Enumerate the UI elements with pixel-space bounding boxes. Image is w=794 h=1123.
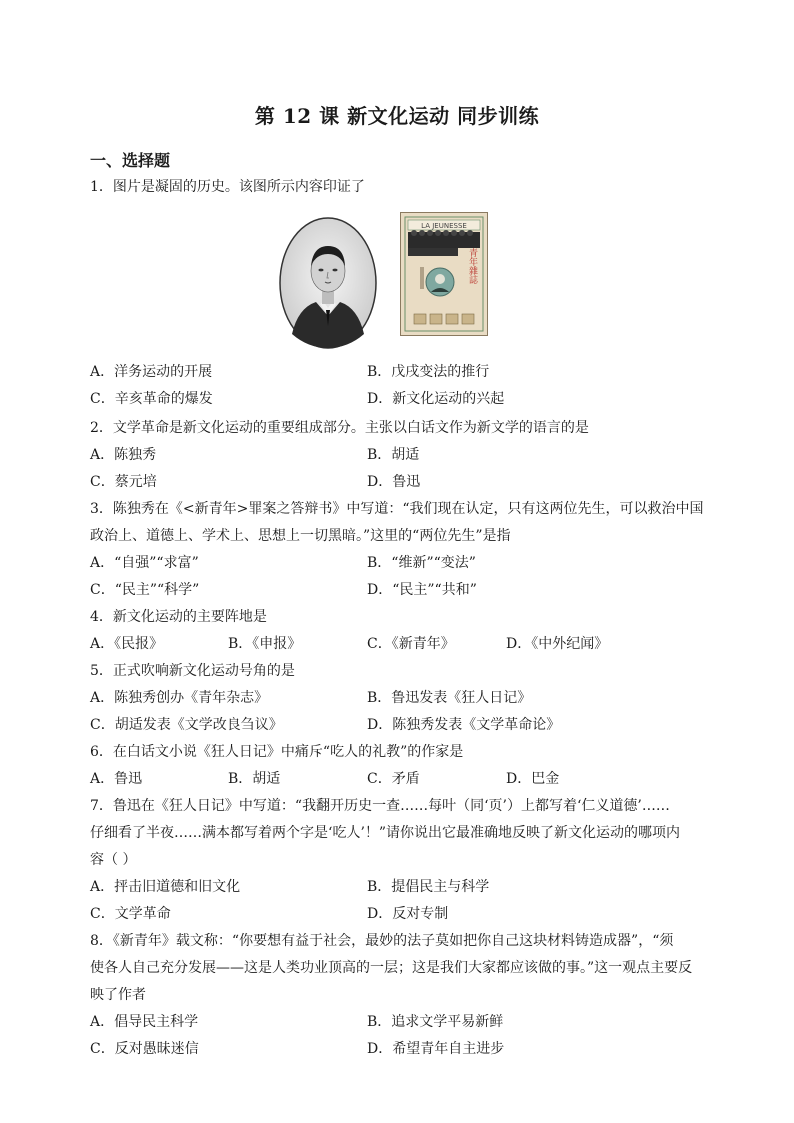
section-heading: 一、选择题 <box>90 151 171 170</box>
question-7-option-a: A．抨击旧道德和旧文化 <box>90 879 241 895</box>
question-4-option-c: C．《新青年》 <box>367 636 455 652</box>
question-5-option-d: D．陈独秀发表《文学革命论》 <box>367 717 561 733</box>
question-4-option-d: D．《中外纪闻》 <box>506 636 609 652</box>
question-1-stem: 1．图片是凝固的历史。该图所示内容印证了 <box>90 179 365 195</box>
question-1-option-b: B．戊戌变法的推行 <box>367 364 490 380</box>
page-title: 第 12 课 新文化运动 同步训练 <box>254 104 540 128</box>
question-3-option-a: A．“自强”“求富” <box>90 555 199 571</box>
magazine-cover-image <box>400 212 488 336</box>
question-1-images <box>278 212 518 352</box>
question-7-option-b: B．提倡民主与科学 <box>367 879 490 895</box>
question-7-stem: 仔细看了半夜……满本都写着两个字是‘吃人’！”请你说出它最准确地反映了新文化运动的哪项内 <box>90 825 681 841</box>
question-2-stem: 2．文学革命是新文化运动的重要组成部分。主张以白话文作为新文学的语言的是 <box>90 420 589 436</box>
question-3-option-d: D．“民主”“共和” <box>367 582 477 598</box>
question-5-option-a: A．陈独秀创办《青年杂志》 <box>90 690 269 706</box>
question-8-option-c: C．反对愚昧迷信 <box>90 1041 199 1057</box>
question-2-option-b: B．胡适 <box>367 447 420 463</box>
question-1-option-c: C．辛亥革命的爆发 <box>90 391 213 407</box>
magazine-title: 青年雜誌 <box>467 248 477 284</box>
question-6-option-c: C．矛盾 <box>367 771 420 787</box>
question-3-option-b: B．“维新”“变法” <box>367 555 476 571</box>
question-3-stem: 政治上、道德上、学术上、思想上一切黑暗。”这里的“两位先生”是指 <box>90 528 511 544</box>
question-8-stem: 8．《新青年》载文称：“你要想有益于社会，最妙的法子莫如把你自己这块材料铸造成器”，“须 <box>90 933 674 949</box>
magazine-masthead: LA JEUNESSE <box>421 222 467 230</box>
question-6-option-d: D．巴金 <box>506 771 560 787</box>
question-5-stem: 5．正式吹响新文化运动号角的是 <box>90 663 295 679</box>
question-6-stem: 6．在白话文小说《狂人日记》中痛斥“吃人的礼教”的作家是 <box>90 744 464 760</box>
question-2-option-a: A．陈独秀 <box>90 447 157 463</box>
question-5-option-c: C．胡适发表《文学改良刍议》 <box>90 717 283 733</box>
question-1-option-a: A．洋务运动的开展 <box>90 364 213 380</box>
question-3-stem: 3．陈独秀在《<新青年>罪案之答辩书》中写道：“我们现在认定，只有这两位先生，可以救治中国 <box>90 501 704 517</box>
question-8-option-b: B．追求文学平易新鲜 <box>367 1014 504 1030</box>
question-1-option-d: D．新文化运动的兴起 <box>367 391 505 407</box>
question-8-stem: 映了作者 <box>90 987 146 1003</box>
question-2-option-c: C．蔡元培 <box>90 474 157 490</box>
question-7-option-d: D．反对专制 <box>367 906 449 922</box>
question-7-option-c: C．文学革命 <box>90 906 171 922</box>
question-7-stem: 容（ ） <box>90 852 137 868</box>
question-6-option-a: A．鲁迅 <box>90 771 143 787</box>
question-4-option-b: B．《申报》 <box>228 636 302 652</box>
question-5-option-b: B．鲁迅发表《狂人日记》 <box>367 690 532 706</box>
question-6-option-b: B．胡适 <box>228 771 281 787</box>
question-4-stem: 4．新文化运动的主要阵地是 <box>90 609 267 625</box>
portrait-photo <box>278 216 378 350</box>
question-3-option-c: C．“民主”“科学” <box>90 582 200 598</box>
question-4-option-a: A．《民报》 <box>90 636 164 652</box>
question-7-stem: 7．鲁迅在《狂人日记》中写道：“我翻开历史一查……每叶（同‘页’）上都写着‘仁义道德’…… <box>90 798 670 814</box>
question-8-option-d: D．希望青年自主进步 <box>367 1041 505 1057</box>
question-2-option-d: D．鲁迅 <box>367 474 421 490</box>
question-8-option-a: A．倡导民主科学 <box>90 1014 199 1030</box>
question-8-stem: 使各人自己充分发展——这是人类功业顶高的一层；这是我们大家都应该做的事。”这一观点主要反 <box>90 960 693 976</box>
